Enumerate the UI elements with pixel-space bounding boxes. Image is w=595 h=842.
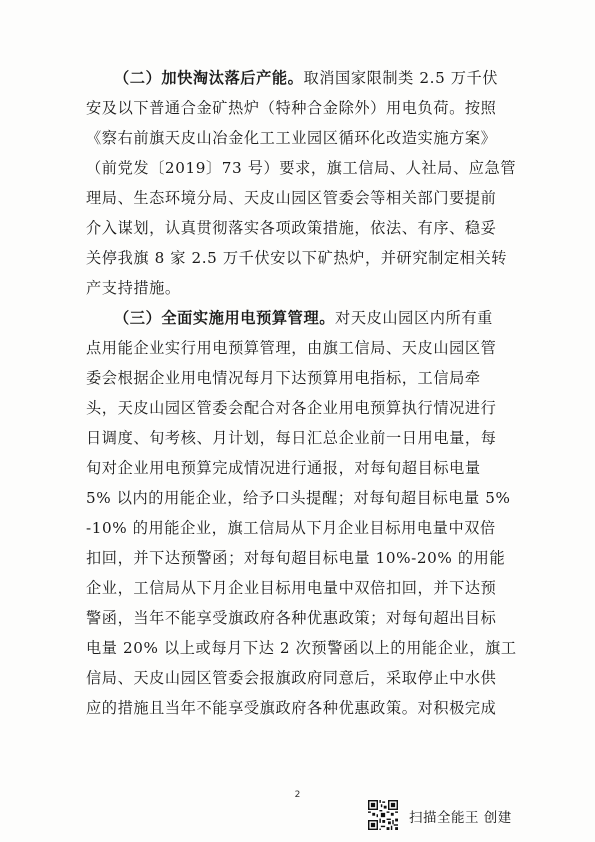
section-heading: （三）全面实施用电预算管理。 <box>114 309 336 327</box>
paragraph-line: 电量 20% 以上或每月下达 2 次预警函以上的用能企业，旗工 <box>86 639 517 657</box>
paragraph-line: 理局、生态环境分局、天皮山园区管委会等相关部门要提前 <box>86 189 497 207</box>
paragraph-line: 扣回，并下达预警函；对每旬超目标电量 10%-20% 的用能 <box>86 549 506 567</box>
paragraph-line: （前党发〔2019〕73 号）要求，旗工信局、人社局、应急管 <box>86 159 517 177</box>
paragraph-line: 产支持措施。 <box>86 279 181 297</box>
paragraph-line: -10% 的用能企业，旗工信局从下月企业目标用电量中双倍 <box>86 519 496 537</box>
paragraph-line <box>114 68 506 88</box>
paragraph-line: 安及以下普通合金矿热炉（特种合金除外）用电负荷。按照 <box>86 99 497 117</box>
paragraph-line: 5% 以内的用能企业，给予口头提醒；对每旬超目标电量 5% <box>86 489 511 507</box>
paragraph-line: 应的措施且当年不能享受旗政府各种优惠政策。对积极完成 <box>86 699 497 717</box>
paragraph-line: 日调度、旬考核、月计划，每日汇总企业前一日用电量，每 <box>86 429 497 447</box>
paragraph-line: 企业，工信局从下月企业目标用电量中双倍扣回，并下达预 <box>86 579 497 597</box>
qr-code-icon <box>368 800 398 830</box>
scanner-watermark <box>368 800 568 830</box>
text-span: 对天皮山园区内所有重 <box>335 309 493 327</box>
paragraph-line <box>114 308 506 328</box>
paragraph-line: 点用能企业实行用电预算管理，由旗工信局、天皮山园区管 <box>86 339 497 357</box>
paragraph-line: 介入谋划，认真贯彻落实各项政策措施，依法、有序、稳妥 <box>86 219 497 237</box>
watermark-text: 扫描全能王 创建 <box>409 810 512 826</box>
paragraph-line: 委会根据企业用电情况每月下达预算用电指标，工信局牵 <box>86 369 481 387</box>
section-heading: （二）加快淘汰落后产能。 <box>114 69 304 87</box>
paragraph-line: 关停我旗 8 家 2.5 万千伏安以下矿热炉，并研究制定相关转 <box>86 249 508 267</box>
paragraph-line: 头，天皮山园区管委会配合对各企业用电预算执行情况进行 <box>86 399 497 417</box>
text-span: 取消国家限制类 2.5 万千伏 <box>303 69 499 87</box>
paragraph-line: 《察右前旗天皮山冶金化工工业园区循环化改造实施方案》 <box>86 129 497 147</box>
paragraph-line: 旬对企业用电预算完成情况进行通报，对每旬超目标电量 <box>86 459 481 477</box>
paragraph-line: 信局、天皮山园区管委会报旗政府同意后，采取停止中水供 <box>86 669 497 687</box>
paragraph-line: 警函，当年不能享受旗政府各种优惠政策；对每旬超出目标 <box>86 609 497 627</box>
page-number: 2 <box>294 790 301 800</box>
